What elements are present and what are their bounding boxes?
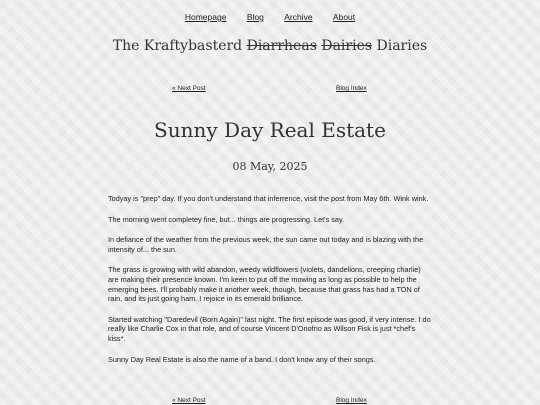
post-paragraph: The grass is growing with wild abandon, weedy wildflowers (violets, dandelions, creeping charlie) are making their presence known. I'm keen to put off the mowing as long as possible to help the emerging bees. I'll probably make it another week, though, because that grass has had a TON of rain, and its just going ham. I rejoice in its emerald brilliance. bbox=[108, 265, 421, 304]
site-title bbox=[0, 38, 540, 54]
post-paragraph: Todyay is "prep" day. If you don't understand that inferrence, visit the post from May 6th. Wink wink. bbox=[108, 194, 429, 203]
site-title-prefix: The Kraftybasterd bbox=[112, 38, 243, 54]
post-paragraph: Sunny Day Real Estate is also the name of a band. I don't know any of their songs. bbox=[108, 354, 376, 364]
next-post-link-bottom[interactable]: « Next Post bbox=[172, 397, 206, 404]
nav-about-link[interactable]: About bbox=[332, 12, 356, 22]
post-title: Sunny Day Real Estate bbox=[154, 118, 386, 142]
site-title-struck-word-1: Diarrheas bbox=[246, 38, 317, 54]
blog-index-link[interactable]: Blog Index bbox=[336, 85, 367, 92]
next-post-link[interactable]: « Next Post bbox=[172, 85, 206, 92]
post-paragraph: The morning went completey fine, but... things are progressing. Let's say. bbox=[108, 214, 345, 224]
blog-index-link-bottom[interactable]: Blog Index bbox=[336, 397, 367, 404]
site-title-suffix: Diaries bbox=[376, 38, 428, 54]
post-paragraph: In defiance of the weather from the previous week, the sun came out today and is blazing with the intensity of... the sun. bbox=[108, 235, 424, 254]
nav-homepage-link[interactable]: Homepage bbox=[184, 12, 227, 22]
nav-archive-link[interactable]: Archive bbox=[284, 12, 313, 22]
site-title-struck-word-2: Dairies bbox=[321, 38, 373, 54]
top-nav bbox=[0, 12, 540, 22]
nav-blog-link[interactable]: Blog bbox=[246, 12, 264, 22]
post-paragraph: Started watching "Daredevil (Born Again)" last night. The first episode was good, if very intense. I do really like Charlie Cox in that role, and of course Vincent D'Onofrio as Wilson Fisk is just *chef's kiss*. bbox=[108, 314, 431, 343]
post-content bbox=[108, 194, 433, 375]
post-date: 08 May, 2025 bbox=[232, 160, 308, 173]
